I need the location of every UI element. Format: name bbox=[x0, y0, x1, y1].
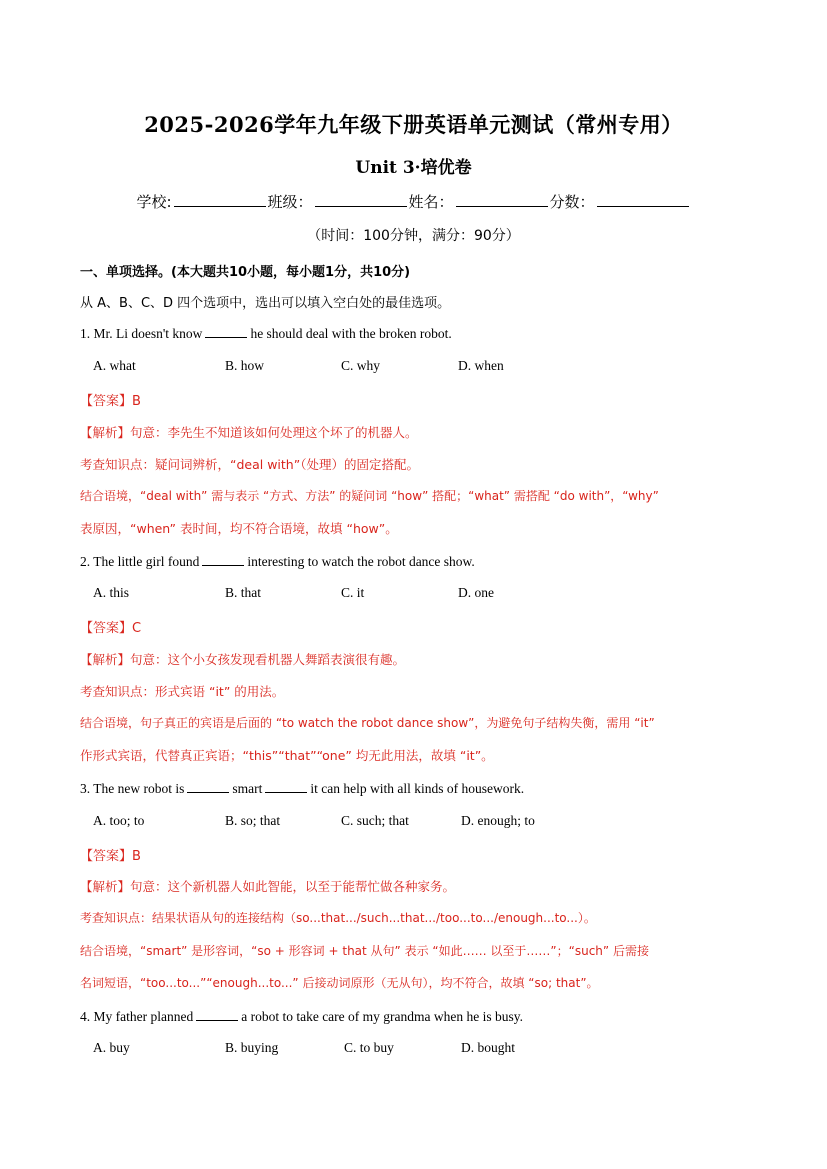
class-label: 班级： bbox=[267, 193, 313, 211]
question-2-option-b[interactable]: B. that bbox=[225, 585, 261, 600]
question-3-analysis-1: 【解析】句意：这个新机器人如此智能，以至于能帮忙做各种家务。 bbox=[80, 879, 456, 894]
section-heading: 一、单项选择。(本大题共10小题，每小题1分，共10分) bbox=[80, 265, 411, 280]
question-2-analysis-3: 结合语境，句子真正的宾语是后面的 “to watch the robot dance show”，为避免句子结构失衡，需用 “it” bbox=[80, 716, 655, 730]
question-2-answer: 【答案】C bbox=[80, 621, 142, 636]
question-4-stem bbox=[80, 1008, 523, 1025]
question-3-blank-1 bbox=[187, 780, 229, 793]
question-2-stem-b: interesting to watch the robot dance show. bbox=[247, 554, 475, 569]
school-blank[interactable] bbox=[174, 192, 266, 207]
question-2-stem bbox=[80, 553, 475, 570]
question-3-stem bbox=[80, 780, 524, 797]
question-1-stem-a: 1. Mr. Li doesn't know bbox=[80, 326, 203, 341]
question-2-option-c[interactable]: C. it bbox=[341, 585, 365, 600]
exam-title: 2025-2026学年九年级下册英语单元测试（常州专用） bbox=[144, 112, 683, 137]
question-3-option-b[interactable]: B. so; that bbox=[225, 813, 281, 828]
question-2-option-d[interactable]: D. one bbox=[458, 585, 494, 600]
question-2-analysis-4: 作形式宾语，代替真正宾语；“this”“that”“one” 均无此用法，故填 “it”。 bbox=[80, 748, 494, 763]
question-4-blank bbox=[196, 1008, 238, 1021]
question-3-stem-mid: smart bbox=[232, 781, 263, 796]
school-label: 学校: bbox=[136, 193, 172, 211]
question-3-analysis-4: 名词短语，“too...to...”“enough...to...” 后接动词原形（无从句），均不符合，故填 “so; that”。 bbox=[80, 976, 599, 990]
question-3-stem-b: it can help with all kinds of housework. bbox=[310, 781, 525, 796]
question-1-option-c[interactable]: C. why bbox=[341, 358, 381, 373]
question-2-option-a[interactable]: A. this bbox=[93, 585, 130, 600]
question-1-analysis-4: 表原因，“when” 表时间，均不符合语境，故填 “how”。 bbox=[80, 521, 398, 536]
question-3-option-d[interactable]: D. enough; to bbox=[461, 813, 535, 828]
question-1-option-a[interactable]: A. what bbox=[93, 358, 136, 373]
question-3-option-a[interactable]: A. too; to bbox=[93, 813, 145, 828]
question-1-stem-b: he should deal with the broken robot. bbox=[250, 326, 452, 341]
student-info-row bbox=[0, 191, 827, 212]
question-3-blank-2 bbox=[265, 780, 307, 793]
question-1-analysis-3: 结合语境，“deal with” 需与表示 “方式、方法” 的疑问词 “how” 搭配；“what” 需搭配 “do with”，“why” bbox=[80, 489, 659, 503]
question-3-answer: 【答案】B bbox=[80, 849, 141, 864]
score-label: 分数： bbox=[549, 193, 595, 211]
question-1-option-b[interactable]: B. how bbox=[225, 358, 265, 373]
class-blank[interactable] bbox=[315, 192, 407, 207]
question-2-analysis-2: 考查知识点：形式宾语 “it” 的用法。 bbox=[80, 684, 285, 699]
question-1-answer: 【答案】B bbox=[80, 394, 141, 409]
question-4-option-c[interactable]: C. to buy bbox=[344, 1040, 394, 1055]
question-3-analysis-2: 考查知识点：结果状语从句的连接结构（so...that.../such...that.../too...to.../enough...to...）。 bbox=[80, 911, 596, 925]
question-4-option-d[interactable]: D. bought bbox=[461, 1040, 515, 1055]
section-instruction: 从 A、B、C、D 四个选项中，选出可以填入空白处的最佳选项。 bbox=[80, 296, 451, 311]
name-label: 姓名： bbox=[408, 193, 454, 211]
question-4-stem-b: a robot to take care of my grandma when he is busy. bbox=[241, 1009, 524, 1024]
question-3-option-c[interactable]: C. such; that bbox=[341, 813, 409, 828]
question-1-stem bbox=[80, 325, 452, 342]
question-1-blank bbox=[205, 325, 247, 338]
question-3-stem-a: 3. The new robot is bbox=[80, 781, 185, 796]
question-1-analysis-2: 考查知识点：疑问词辨析，“deal with”（处理）的固定搭配。 bbox=[80, 457, 419, 472]
question-4-stem-a: 4. My father planned bbox=[80, 1009, 194, 1024]
question-4-option-b[interactable]: B. buying bbox=[225, 1040, 279, 1055]
question-1-analysis-1: 【解析】句意：李先生不知道该如何处理这个坏了的机器人。 bbox=[80, 425, 418, 440]
exam-subtitle: Unit 3·培优卷 bbox=[355, 158, 472, 178]
question-4-option-a[interactable]: A. buy bbox=[93, 1040, 130, 1055]
question-1-option-d[interactable]: D. when bbox=[458, 358, 504, 373]
question-2-stem-a: 2. The little girl found bbox=[80, 554, 200, 569]
question-3-analysis-3: 结合语境，“smart” 是形容词，“so + 形容词 + that 从句” 表示 “如此…… 以至于……”；“such” 后需接 bbox=[80, 944, 649, 958]
name-blank[interactable] bbox=[456, 192, 548, 207]
time-info: （时间：100分钟，满分：90分） bbox=[307, 228, 520, 244]
score-blank[interactable] bbox=[597, 192, 689, 207]
question-2-analysis-1: 【解析】句意：这个小女孩发现看机器人舞蹈表演很有趣。 bbox=[80, 652, 406, 667]
question-2-blank bbox=[202, 553, 244, 566]
